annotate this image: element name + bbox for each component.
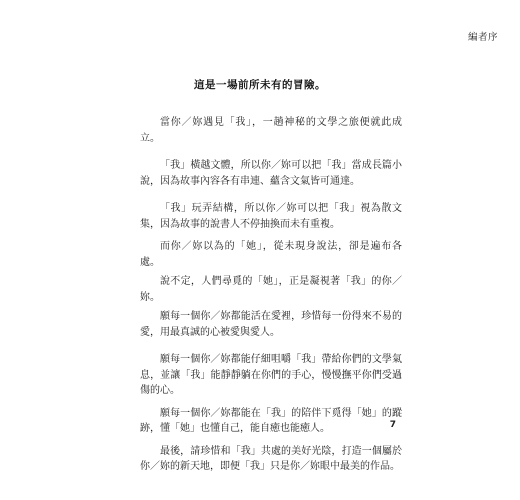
paragraph: 「我」玩弄結構，所以你／妳可以把「我」視為散文集，因為故事的說書人不停抽換而未有重複。 bbox=[140, 203, 402, 230]
page-title: 這是一場前所未有的冒險。 bbox=[194, 79, 326, 91]
preface-body bbox=[140, 115, 402, 475]
paragraph: 說不定，人們尋覓的「她」，正是凝視著「我」的你／妳。 bbox=[140, 276, 402, 303]
paragraph: 願每一個你／妳都能仔細咀嚼「我」帶給你們的文學氣息，並讓「我」能靜靜躺在你們的手心，慢慢撫平你們受過傷的心。 bbox=[140, 354, 402, 396]
paragraph: 最後，請珍惜和「我」共處的美好光陰，打造一個屬於你／妳的新天地，即便「我」只是你／妳眼中最美的作品。 bbox=[140, 445, 402, 472]
paragraph: 願每一個你／妳都能在「我」的陪伴下覓得「她」的蹤跡，懂「她」也懂自己，能自癒也能癒人。 bbox=[140, 407, 402, 434]
running-header: 編者序 bbox=[467, 32, 498, 43]
page-number: 7 bbox=[389, 420, 396, 430]
paragraph: 願每一個你／妳都能活在愛裡，珍惜每一份得來不易的愛，用最真誠的心被愛與愛人。 bbox=[140, 311, 402, 338]
paragraph: 而你／妳以為的「她」，從未現身說法，卻是遍布各處。 bbox=[140, 241, 402, 268]
paragraph: 當你／妳遇見「我」，一趟神秘的文學之旅便就此成立。 bbox=[140, 117, 402, 144]
paragraph: 「我」橫越文體，所以你／妳可以把「我」當成長篇小說，因為故事內容各有串連、蘊含文氣皆可通達。 bbox=[140, 160, 402, 187]
